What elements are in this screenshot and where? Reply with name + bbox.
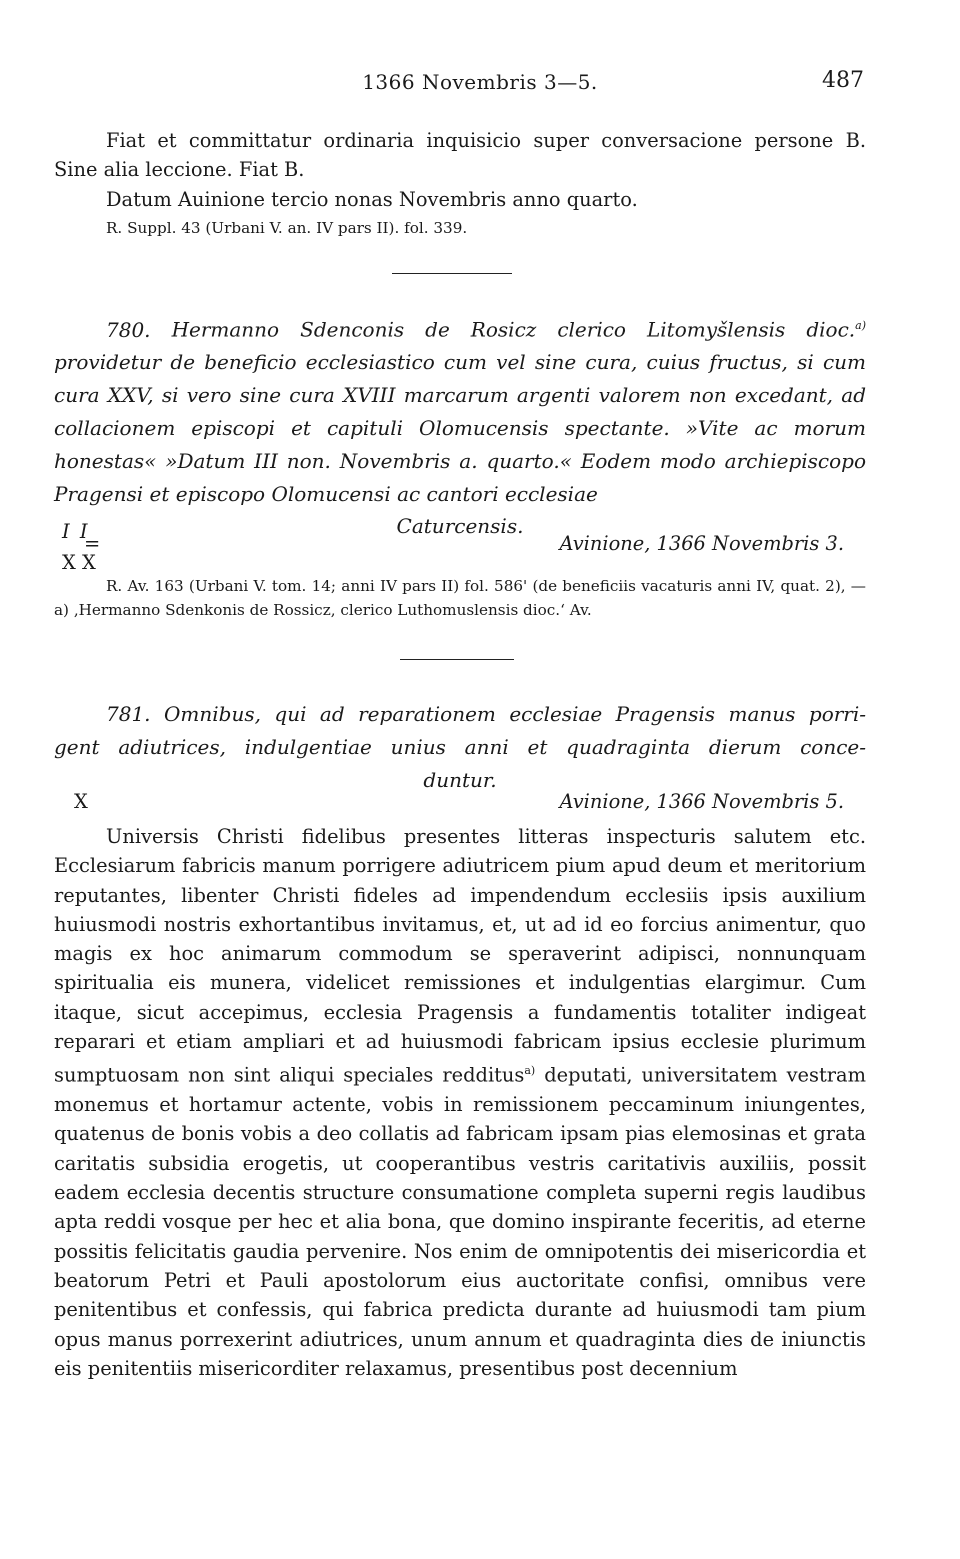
registry-sign-bottom: X X [62,551,96,574]
regest-781-line1 [54,698,866,731]
place-date-780: Avinione, 1366 Novembris 3. [559,532,844,555]
regest-text: Hermanno Sdenconis de Rosicz clerico Litomyšlensis dioc. [171,317,856,342]
footnote-mark: a) [524,1064,536,1078]
archive-source: R. Av. 163 (Urbani V. tom. 14; anni IV pars II) fol. 586' (de beneficiis vacaturis anni IV, quat. 2), — a) ‚Hermanno Sdenkonis de Rossicz, clerico Luthomuslensis dioc.‘ Av. [54,577,866,619]
petition-text: Fiat et committatur ordinaria inquisicio super conversacione persone B. Sine alia leccione. Fiat B. [54,129,866,182]
registry-sign-top: I I [62,520,90,543]
charter-text-part2: deputati, universitatem vestram monemus et hortamur actente, vobis in remissionem peccaminum iniungentes, quatenus de bonis vobis a deo collatis ad fabricam ipsam pias elemosinas et grata caritatis subsidia erogetis, ut cooperantibus vestris caritativis auxiliis, possit eadem ecclesia decentis structure consumatione completa superni regis laudibus apta reddi vosque per hec et alia bona, que domino inspirante feceritis, ad eterne possitis felicitatis gaudia pervenire. Nos enim de omnipotentis dei misericordia et beatorum Petri et Pauli apostolorum eius auctoritate confisi, omnibus vere penitentibus et confessis, qui fabrica predicta durante ad huiusmodi tam pium opus manus porrexerint adiutrices, unum annum et quadraginta dies de iniunctis eis penitentiis misericorditer relaxamus, presentibus post decennium [54,1063,866,1380]
regest-text: Omnibus, qui ad reparationem ecclesiae Pragensis manus porri- [164,702,867,726]
section-divider [400,659,514,660]
document-780 [54,310,866,543]
document-781 [54,698,866,796]
charter-text-part1: Universis Christi fidelibus presentes litteras inspecturis salutem etc. Ecclesiarum fabricis manum porrigere adiutricem pium apud deum et meritorium reputantes, libenter Christi fideles ad impendendum ecclesiis ipsis auxilium huiusmodi nostris exhortantibus invitamus, et, ut ad id eo forcius animentur, quo magis ex hoc animarum commodum se speraverint adipisci, nonnunquam spiritualia eis munera, videlicet remissiones et indulgentias elargimur. Cum itaque, sicut accepimus, ecclesia Pragensis a fundamentis totaliter indigeat reparari et etiam ampliari et ad huiusmodi fabricam ipsius ecclesie plurimum sumptuosam non sint aliqui speciales redditus [54,825,866,1087]
regest-780 [54,310,866,510]
running-title: 1366 Novembris 3—5. [362,70,598,94]
previous-document-end [54,126,866,240]
regest-781-line2: gent adiutrices, indulgentiae unius anni et quadraginta dierum conce- [54,734,866,759]
datum-line: Datum Auinione tercio nonas Novembris anno quarto. [106,187,638,211]
charter-body [54,822,866,1383]
charter-text [54,822,866,1383]
running-header [0,64,960,96]
regest-781-line3: duntur. [423,767,497,792]
registry-sign-bar: = [84,532,101,555]
page-number: 487 [822,68,864,93]
document-number: 780. [106,317,151,342]
section-divider [392,273,512,274]
archive-source: R. Suppl. 43 (Urbani V. an. IV pars II). fol. 339. [106,218,468,237]
regest-last-line: Caturcensis. [396,514,524,539]
place-date-781: Avinione, 1366 Novembris 5. [559,790,844,813]
registry-sign: X [74,790,88,813]
source-780 [54,574,866,622]
footnote-mark: a) [855,319,866,332]
document-number: 781. [106,702,151,726]
regest-continuation: providetur de beneficio ecclesiastico cum vel sine cura, cuius fructus, si cum cura XXV, si vero sine cura XVIII marcarum argenti valorem non excedant, ad collacionem episcopi et capituli Olomucensis spectante. »Vite ac morum honestas« »Datum III non. Novembris a. quarto.« Eodem modo archiepiscopo Pragensi et episcopo Olomucensi ac cantori ecclesiae [54,350,866,506]
